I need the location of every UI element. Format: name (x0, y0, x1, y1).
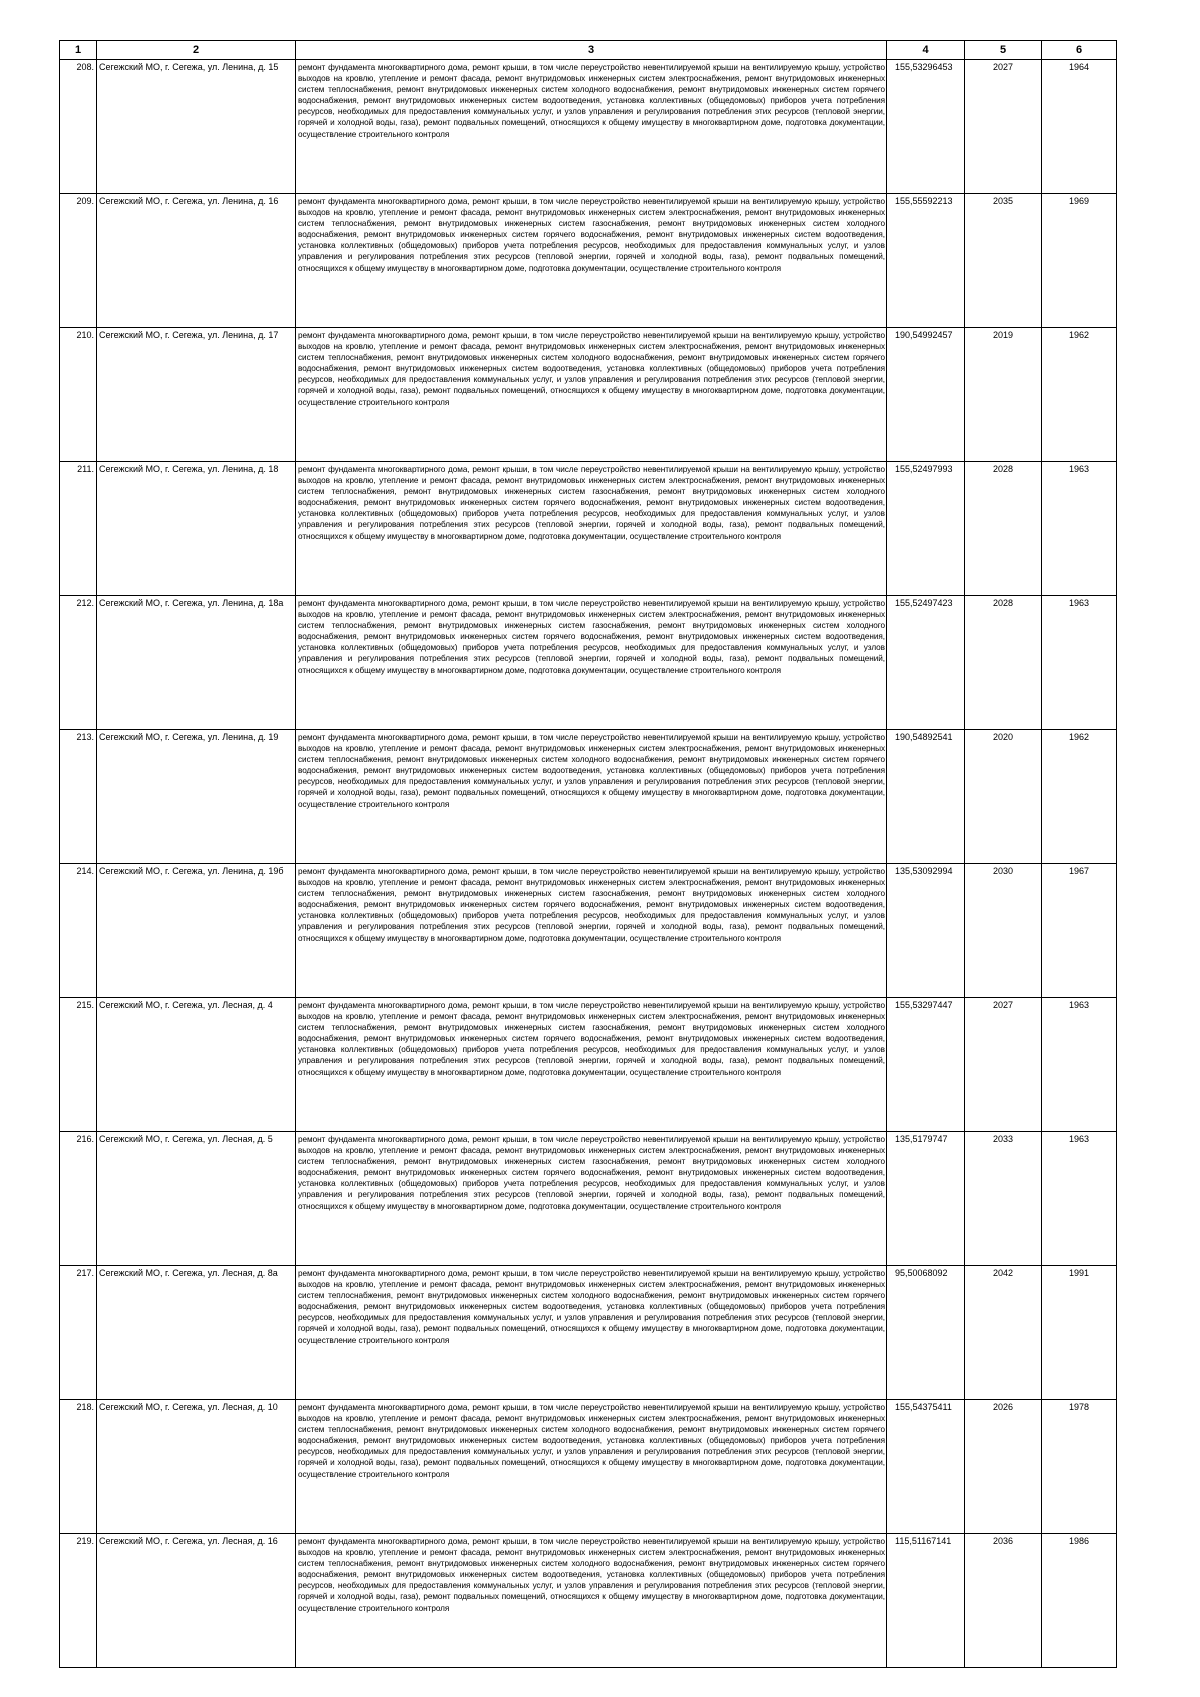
planned-year-cell: 2028 (965, 462, 1042, 596)
planned-year-cell: 2027 (965, 60, 1042, 194)
planned-year-cell: 2027 (965, 998, 1042, 1132)
construction-year-cell: 1962 (1042, 328, 1117, 462)
row-number: 216. (60, 1132, 97, 1266)
works-cell: ремонт фундамента многоквартирного дома, ремонт крыши, в том числе переустройство невентилируемой крыши на вентилируемую крышу, устройство выходов на кровлю, утепление и ремонт фасада, ремонт внутридомовых инженерных систем электроснабжения, ремонт внутридомовых инженерных систем теплоснабжения, ремонт внутридомовых инженерных систем газоснабжения, ремонт внутридомовых инженерных систем холодного водоснабжения, ремонт внутридомовых инженерных систем горячего водоснабжения, ремонт внутридомовых инженерных систем водоотведения, установка коллективных (общедомовых) приборов учета потребления ресурсов, необходимых для предоставления коммунальных услуг, и узлов управления и регулирования потребления этих ресурсов (тепловой энергии, горячей и холодной воды, газа), ремонт подвальных помещений, относящихся к общему имуществу в многоквартирном доме, подготовка документации, осуществление строительного контроля (296, 462, 887, 596)
housing-repair-table (59, 40, 1117, 1668)
table-row (60, 194, 1117, 328)
column-header-6: 6 (1042, 41, 1117, 60)
address-cell: Сегежский МО, г. Сегежа, ул. Лесная, д. 16 (97, 1534, 296, 1668)
planned-year-cell: 2042 (965, 1266, 1042, 1400)
row-number: 211. (60, 462, 97, 596)
cost-cell: 155,53296453 (887, 60, 965, 194)
construction-year-cell: 1991 (1042, 1266, 1117, 1400)
works-cell: ремонт фундамента многоквартирного дома, ремонт крыши, в том числе переустройство невентилируемой крыши на вентилируемую крышу, устройство выходов на кровлю, утепление и ремонт фасада, ремонт внутридомовых инженерных систем электроснабжения, ремонт внутридомовых инженерных систем теплоснабжения, ремонт внутридомовых инженерных систем газоснабжения, ремонт внутридомовых инженерных систем холодного водоснабжения, ремонт внутридомовых инженерных систем горячего водоснабжения, ремонт внутридомовых инженерных систем водоотведения, установка коллективных (общедомовых) приборов учета потребления ресурсов, необходимых для предоставления коммунальных услуг, и узлов управления и регулирования потребления этих ресурсов (тепловой энергии, горячей и холодной воды, газа), ремонт подвальных помещений, относящихся к общему имуществу в многоквартирном доме, подготовка документации, осуществление строительного контроля (296, 998, 887, 1132)
cost-cell: 95,50068092 (887, 1266, 965, 1400)
address-cell: Сегежский МО, г. Сегежа, ул. Ленина, д. 19б (97, 864, 296, 998)
construction-year-cell: 1986 (1042, 1534, 1117, 1668)
construction-year-cell: 1962 (1042, 730, 1117, 864)
table-row (60, 328, 1117, 462)
address-cell: Сегежский МО, г. Сегежа, ул. Ленина, д. 15 (97, 60, 296, 194)
planned-year-cell: 2033 (965, 1132, 1042, 1266)
row-number: 213. (60, 730, 97, 864)
row-number: 208. (60, 60, 97, 194)
table-row (60, 864, 1117, 998)
works-cell: ремонт фундамента многоквартирного дома, ремонт крыши, в том числе переустройство невентилируемой крыши на вентилируемую крышу, устройство выходов на кровлю, утепление и ремонт фасада, ремонт внутридомовых инженерных систем электроснабжения, ремонт внутридомовых инженерных систем теплоснабжения, ремонт внутридомовых инженерных систем холодного водоснабжения, ремонт внутридомовых инженерных систем горячего водоснабжения, ремонт внутридомовых инженерных систем водоотведения, установка коллективных (общедомовых) приборов учета потребления ресурсов, необходимых для предоставления коммунальных услуг, и узлов управления и регулирования потребления этих ресурсов (тепловой энергии, горячей и холодной воды, газа), ремонт подвальных помещений, относящихся к общему имуществу в многоквартирном доме, подготовка документации, осуществление строительного контроля (296, 60, 887, 194)
works-cell: ремонт фундамента многоквартирного дома, ремонт крыши, в том числе переустройство невентилируемой крыши на вентилируемую крышу, устройство выходов на кровлю, утепление и ремонт фасада, ремонт внутридомовых инженерных систем электроснабжения, ремонт внутридомовых инженерных систем теплоснабжения, ремонт внутридомовых инженерных систем холодного водоснабжения, ремонт внутридомовых инженерных систем горячего водоснабжения, ремонт внутридомовых инженерных систем водоотведения, установка коллективных (общедомовых) приборов учета потребления ресурсов, необходимых для предоставления коммунальных услуг, и узлов управления и регулирования потребления этих ресурсов (тепловой энергии, горячей и холодной воды, газа), ремонт подвальных помещений, относящихся к общему имуществу в многоквартирном доме, подготовка документации, осуществление строительного контроля (296, 1534, 887, 1668)
cost-cell: 190,54892541 (887, 730, 965, 864)
works-cell: ремонт фундамента многоквартирного дома, ремонт крыши, в том числе переустройство невентилируемой крыши на вентилируемую крышу, устройство выходов на кровлю, утепление и ремонт фасада, ремонт внутридомовых инженерных систем электроснабжения, ремонт внутридомовых инженерных систем теплоснабжения, ремонт внутридомовых инженерных систем холодного водоснабжения, ремонт внутридомовых инженерных систем горячего водоснабжения, ремонт внутридомовых инженерных систем водоотведения, установка коллективных (общедомовых) приборов учета потребления ресурсов, необходимых для предоставления коммунальных услуг, и узлов управления и регулирования потребления этих ресурсов (тепловой энергии, горячей и холодной воды, газа), ремонт подвальных помещений, относящихся к общему имуществу в многоквартирном доме, подготовка документации, осуществление строительного контроля (296, 1266, 887, 1400)
row-number: 215. (60, 998, 97, 1132)
planned-year-cell: 2030 (965, 864, 1042, 998)
address-cell: Сегежский МО, г. Сегежа, ул. Ленина, д. 16 (97, 194, 296, 328)
planned-year-cell: 2036 (965, 1534, 1042, 1668)
table-row (60, 1400, 1117, 1534)
table-row (60, 462, 1117, 596)
construction-year-cell: 1967 (1042, 864, 1117, 998)
works-cell: ремонт фундамента многоквартирного дома, ремонт крыши, в том числе переустройство невентилируемой крыши на вентилируемую крышу, устройство выходов на кровлю, утепление и ремонт фасада, ремонт внутридомовых инженерных систем электроснабжения, ремонт внутридомовых инженерных систем теплоснабжения, ремонт внутридомовых инженерных систем газоснабжения, ремонт внутридомовых инженерных систем холодного водоснабжения, ремонт внутридомовых инженерных систем горячего водоснабжения, ремонт внутридомовых инженерных систем водоотведения, установка коллективных (общедомовых) приборов учета потребления ресурсов, необходимых для предоставления коммунальных услуг, и узлов управления и регулирования потребления этих ресурсов (тепловой энергии, горячей и холодной воды, газа), ремонт подвальных помещений, относящихся к общему имуществу в многоквартирном доме, подготовка документации, осуществление строительного контроля (296, 864, 887, 998)
header-row (60, 41, 1117, 60)
address-cell: Сегежский МО, г. Сегежа, ул. Ленина, д. 18 (97, 462, 296, 596)
construction-year-cell: 1963 (1042, 462, 1117, 596)
cost-cell: 190,54992457 (887, 328, 965, 462)
address-cell: Сегежский МО, г. Сегежа, ул. Лесная, д. 5 (97, 1132, 296, 1266)
table-row (60, 998, 1117, 1132)
planned-year-cell: 2035 (965, 194, 1042, 328)
table-row (60, 1266, 1117, 1400)
row-number: 219. (60, 1534, 97, 1668)
cost-cell: 135,53092994 (887, 864, 965, 998)
cost-cell: 155,54375411 (887, 1400, 965, 1534)
table-row (60, 1132, 1117, 1266)
construction-year-cell: 1964 (1042, 60, 1117, 194)
works-cell: ремонт фундамента многоквартирного дома, ремонт крыши, в том числе переустройство невентилируемой крыши на вентилируемую крышу, устройство выходов на кровлю, утепление и ремонт фасада, ремонт внутридомовых инженерных систем электроснабжения, ремонт внутридомовых инженерных систем теплоснабжения, ремонт внутридомовых инженерных систем газоснабжения, ремонт внутридомовых инженерных систем холодного водоснабжения, ремонт внутридомовых инженерных систем горячего водоснабжения, ремонт внутридомовых инженерных систем водоотведения, установка коллективных (общедомовых) приборов учета потребления ресурсов, необходимых для предоставления коммунальных услуг, и узлов управления и регулирования потребления этих ресурсов (тепловой энергии, горячей и холодной воды, газа), ремонт подвальных помещений, относящихся к общему имуществу в многоквартирном доме, подготовка документации, осуществление строительного контроля (296, 194, 887, 328)
address-cell: Сегежский МО, г. Сегежа, ул. Ленина, д. 19 (97, 730, 296, 864)
table-body (60, 60, 1117, 1668)
works-cell: ремонт фундамента многоквартирного дома, ремонт крыши, в том числе переустройство невентилируемой крыши на вентилируемую крышу, устройство выходов на кровлю, утепление и ремонт фасада, ремонт внутридомовых инженерных систем электроснабжения, ремонт внутридомовых инженерных систем теплоснабжения, ремонт внутридомовых инженерных систем холодного водоснабжения, ремонт внутридомовых инженерных систем горячего водоснабжения, ремонт внутридомовых инженерных систем водоотведения, установка коллективных (общедомовых) приборов учета потребления ресурсов, необходимых для предоставления коммунальных услуг, и узлов управления и регулирования потребления этих ресурсов (тепловой энергии, горячей и холодной воды, газа), ремонт подвальных помещений, относящихся к общему имуществу в многоквартирном доме, подготовка документации, осуществление строительного контроля (296, 1400, 887, 1534)
construction-year-cell: 1963 (1042, 998, 1117, 1132)
cost-cell: 155,53297447 (887, 998, 965, 1132)
table-row (60, 730, 1117, 864)
construction-year-cell: 1969 (1042, 194, 1117, 328)
construction-year-cell: 1963 (1042, 1132, 1117, 1266)
address-cell: Сегежский МО, г. Сегежа, ул. Лесная, д. 4 (97, 998, 296, 1132)
cost-cell: 155,52497423 (887, 596, 965, 730)
address-cell: Сегежский МО, г. Сегежа, ул. Лесная, д. 10 (97, 1400, 296, 1534)
planned-year-cell: 2019 (965, 328, 1042, 462)
row-number: 209. (60, 194, 97, 328)
works-cell: ремонт фундамента многоквартирного дома, ремонт крыши, в том числе переустройство невентилируемой крыши на вентилируемую крышу, устройство выходов на кровлю, утепление и ремонт фасада, ремонт внутридомовых инженерных систем электроснабжения, ремонт внутридомовых инженерных систем теплоснабжения, ремонт внутридомовых инженерных систем газоснабжения, ремонт внутридомовых инженерных систем холодного водоснабжения, ремонт внутридомовых инженерных систем горячего водоснабжения, ремонт внутридомовых инженерных систем водоотведения, установка коллективных (общедомовых) приборов учета потребления ресурсов, необходимых для предоставления коммунальных услуг, и узлов управления и регулирования потребления этих ресурсов (тепловой энергии, горячей и холодной воды, газа), ремонт подвальных помещений, относящихся к общему имуществу в многоквартирном доме, подготовка документации, осуществление строительного контроля (296, 596, 887, 730)
address-cell: Сегежский МО, г. Сегежа, ул. Ленина, д. 17 (97, 328, 296, 462)
column-header-2: 2 (97, 41, 296, 60)
cost-cell: 115,51167141 (887, 1534, 965, 1668)
planned-year-cell: 2020 (965, 730, 1042, 864)
column-header-3: 3 (296, 41, 887, 60)
row-number: 214. (60, 864, 97, 998)
row-number: 218. (60, 1400, 97, 1534)
table-row (60, 60, 1117, 194)
row-number: 217. (60, 1266, 97, 1400)
address-cell: Сегежский МО, г. Сегежа, ул. Лесная, д. 8а (97, 1266, 296, 1400)
cost-cell: 135,5179747 (887, 1132, 965, 1266)
row-number: 210. (60, 328, 97, 462)
construction-year-cell: 1978 (1042, 1400, 1117, 1534)
table-row (60, 596, 1117, 730)
column-header-4: 4 (887, 41, 965, 60)
table-row (60, 1534, 1117, 1668)
cost-cell: 155,52497993 (887, 462, 965, 596)
column-header-1: 1 (60, 41, 97, 60)
planned-year-cell: 2028 (965, 596, 1042, 730)
works-cell: ремонт фундамента многоквартирного дома, ремонт крыши, в том числе переустройство невентилируемой крыши на вентилируемую крышу, устройство выходов на кровлю, утепление и ремонт фасада, ремонт внутридомовых инженерных систем электроснабжения, ремонт внутридомовых инженерных систем теплоснабжения, ремонт внутридомовых инженерных систем холодного водоснабжения, ремонт внутридомовых инженерных систем горячего водоснабжения, ремонт внутридомовых инженерных систем водоотведения, установка коллективных (общедомовых) приборов учета потребления ресурсов, необходимых для предоставления коммунальных услуг, и узлов управления и регулирования потребления этих ресурсов (тепловой энергии, горячей и холодной воды, газа), ремонт подвальных помещений, относящихся к общему имуществу в многоквартирном доме, подготовка документации, осуществление строительного контроля (296, 730, 887, 864)
works-cell: ремонт фундамента многоквартирного дома, ремонт крыши, в том числе переустройство невентилируемой крыши на вентилируемую крышу, устройство выходов на кровлю, утепление и ремонт фасада, ремонт внутридомовых инженерных систем электроснабжения, ремонт внутридомовых инженерных систем теплоснабжения, ремонт внутридомовых инженерных систем холодного водоснабжения, ремонт внутридомовых инженерных систем горячего водоснабжения, ремонт внутридомовых инженерных систем водоотведения, установка коллективных (общедомовых) приборов учета потребления ресурсов, необходимых для предоставления коммунальных услуг, и узлов управления и регулирования потребления этих ресурсов (тепловой энергии, горячей и холодной воды, газа), ремонт подвальных помещений, относящихся к общему имуществу в многоквартирном доме, подготовка документации, осуществление строительного контроля (296, 328, 887, 462)
construction-year-cell: 1963 (1042, 596, 1117, 730)
column-header-5: 5 (965, 41, 1042, 60)
row-number: 212. (60, 596, 97, 730)
planned-year-cell: 2026 (965, 1400, 1042, 1534)
works-cell: ремонт фундамента многоквартирного дома, ремонт крыши, в том числе переустройство невентилируемой крыши на вентилируемую крышу, устройство выходов на кровлю, утепление и ремонт фасада, ремонт внутридомовых инженерных систем электроснабжения, ремонт внутридомовых инженерных систем теплоснабжения, ремонт внутридомовых инженерных систем газоснабжения, ремонт внутридомовых инженерных систем холодного водоснабжения, ремонт внутридомовых инженерных систем горячего водоснабжения, ремонт внутридомовых инженерных систем водоотведения, установка коллективных (общедомовых) приборов учета потребления ресурсов, необходимых для предоставления коммунальных услуг, и узлов управления и регулирования потребления этих ресурсов (тепловой энергии, горячей и холодной воды, газа), ремонт подвальных помещений, относящихся к общему имуществу в многоквартирном доме, подготовка документации, осуществление строительного контроля (296, 1132, 887, 1266)
cost-cell: 155,55592213 (887, 194, 965, 328)
address-cell: Сегежский МО, г. Сегежа, ул. Ленина, д. 18а (97, 596, 296, 730)
